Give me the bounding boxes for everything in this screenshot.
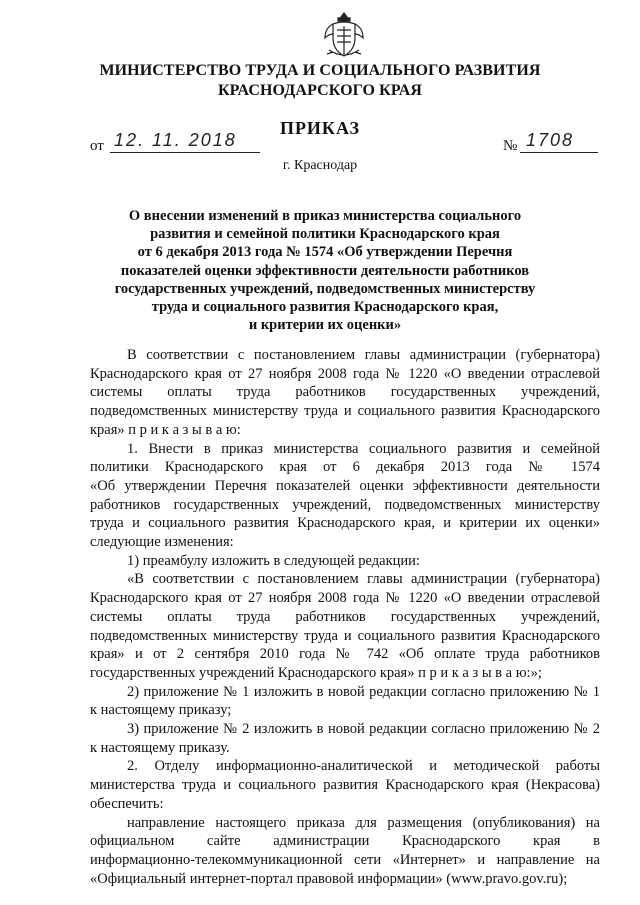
body-line: информационно-телекоммуникационной сети «Интернет» и направление на [90, 851, 600, 868]
heading-line: О внесении изменений в приказ министерства социального [128, 208, 522, 224]
body-line: следующие изменения: [90, 534, 234, 551]
number-prefix: № [503, 138, 518, 154]
order-title: ПРИКАЗ [279, 118, 361, 138]
coat-of-arms-icon [323, 10, 365, 62]
body-line: труда и социального развития Краснодарского края, и критерии их оценки» [90, 515, 600, 532]
body-line: края» и от 2 сентября 2010 года № 742 «Об оплате труда работников [90, 646, 600, 663]
body-line: работников государственных учреждений, подведомственных министерству [90, 496, 600, 513]
body-line: системы оплаты труда работников государственных учреждений, [90, 608, 600, 625]
body-line: подведомственных министерству труда и социального развития Краснодарского [90, 627, 600, 644]
heading-line: развития и семейной политики Краснодарского края [150, 226, 500, 243]
body-line: 1. Внести в приказ министерства социального развития и семейной [127, 440, 600, 457]
body-line: к настоящему приказу. [90, 739, 230, 756]
body-line: Краснодарского края от 27 ноября 2008 года № 1220 «О введении отраслевой [90, 365, 600, 382]
order-number: 1708 [526, 130, 575, 150]
date-prefix: от [90, 138, 104, 154]
order-heading [100, 207, 550, 334]
body-line: 3) приложение № 2 изложить в новой редакции согласно приложению № 2 [127, 721, 600, 738]
heading-line: государственных учреждений, подведомственных министерству [114, 280, 536, 297]
body-line: системы оплаты труда работников государственных учреждений, [90, 384, 600, 401]
body-line: 2. Отделу информационно-аналитической и методической работы [127, 758, 600, 775]
body-line: официальном сайте администрации Краснодарского края в [90, 833, 600, 850]
body-line: «Об утверждении Перечня показателей оценки эффективности деятельности [90, 477, 600, 494]
body-line: края» п р и к а з ы в а ю: [90, 421, 241, 438]
body-line: министерства труда и социального развития Краснодарского края (Некрасова) [90, 777, 600, 794]
body-line: 1) преамбулу изложить в следующей редакции: [127, 552, 420, 569]
body-line: направление настоящего приказа для размещения (опубликования) на [127, 814, 600, 831]
body-line: «В соответствии с постановлением главы администрации (губернатора) [127, 571, 600, 588]
city-name: г. Краснодар [282, 158, 358, 173]
body-line: В соответствии с постановлением главы администрации (губернатора) [127, 347, 600, 363]
order-date: 12. 11. 2018 [114, 130, 237, 150]
date-underline [110, 152, 260, 153]
number-underline [520, 152, 598, 153]
body-line: «Официальный интернет-портал правовой информации» (www.pravo.gov.ru); [90, 870, 568, 887]
order-body [90, 346, 600, 888]
heading-line: труда и социального развития Краснодарского края, [151, 299, 499, 316]
heading-line: от 6 декабря 2013 года № 1574 «Об утверждении Перечня [137, 244, 513, 261]
body-line: политики Краснодарского края от 6 декабря 2013 года № 1574 [90, 459, 600, 476]
body-line: государственных учреждений Краснодарского края» п р и к а з ы в а ю:»; [90, 664, 542, 681]
heading-line: и критерии их оценки» [248, 317, 402, 334]
body-line: Краснодарского края от 27 ноября 2008 года № 1220 «О введении отраслевой [90, 590, 600, 607]
body-line: обеспечить: [90, 795, 164, 812]
ministry-name-line2: КРАСНОДАРСКОГО КРАЯ [217, 82, 423, 99]
ministry-name-line1: МИНИСТЕРСТВО ТРУДА И СОЦИАЛЬНОГО РАЗВИТИЯ [99, 62, 541, 79]
body-line: подведомственных министерству труда и социального развития Краснодарского [90, 403, 600, 420]
body-line: 2) приложение № 1 изложить в новой редакции согласно приложению № 1 [127, 683, 600, 700]
heading-line: показателей оценки эффективности деятельности работников [120, 262, 530, 279]
body-line: к настоящему приказу; [90, 702, 232, 719]
